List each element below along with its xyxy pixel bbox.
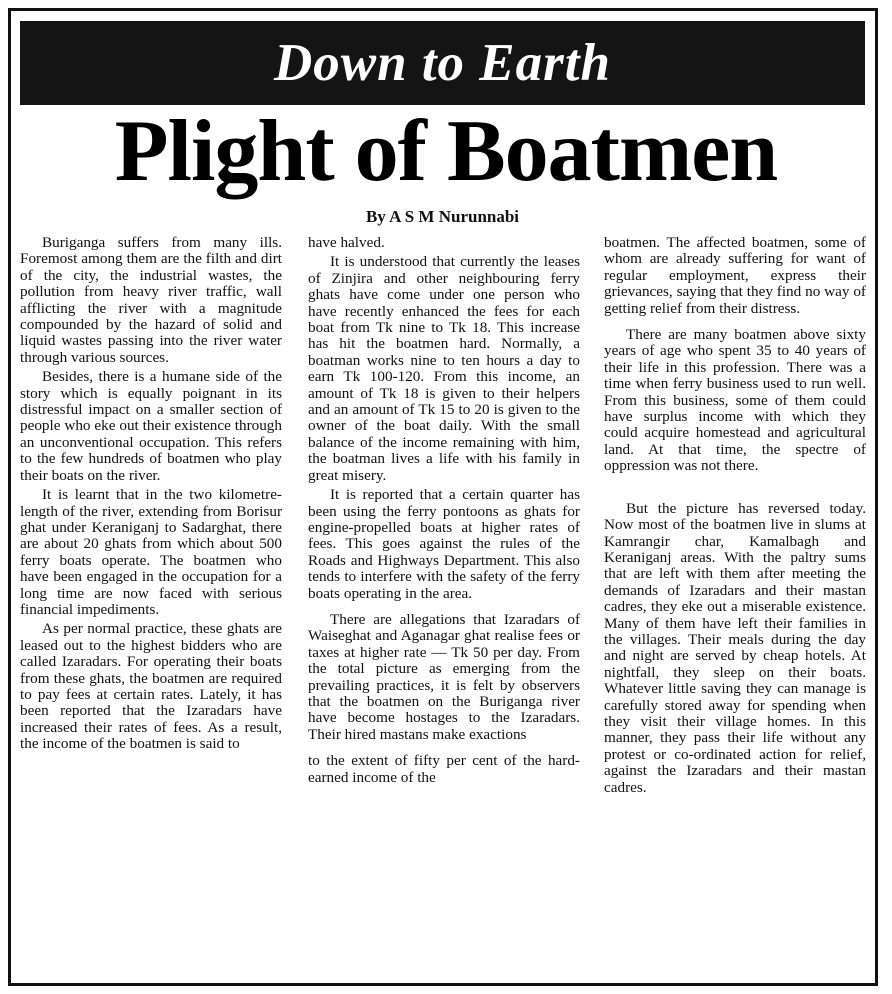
paragraph: There are allegations that Izaradars of Waiseghat and Aganagar ghat realise fees or taxes at higher rate — Tk 50 per day. From the total picture as emerging from the prevailing practices, it is felt by observers that the boatmen on the Buriganga river have become hostages to the Izaradars. Their hired mastans make exactions bbox=[308, 610, 580, 743]
paragraph: But the picture has reversed today. Now most of the boatmen live in slums at Kamrangir char, Kamalbagh and Keraniganj areas. With the paltry sums that are left with them after meeting the demands of Izaradars and their mastan cadres, they eke out a miserable existence. Many of them have left their families in the villages. Their meals during the day and night are served by cheap hotels. At nightfall, they sleep on their boats. Whatever little saving they can manage is carefully stored away for spending when they visit their village homes. In this manner, they pass their life without any protest or co-ordinated action for relief, against the Izaradars and their mastan cadres. bbox=[604, 499, 866, 796]
paragraph: Besides, there is a humane side of the story which is equally poignant in its distressful impact on a smaller section of people who eke out their existence through an unconventional occupation. This refers to the few hundreds of boatmen who play their boats on the river. bbox=[20, 368, 282, 484]
paragraph: Buriganga suffers from many ills. Foremost among them are the filth and dirt of the city, the industrial wastes, the pollution from heavy river traffic, wall afflicting the river with a magnitude compounded by the hazard of solid and liquid wastes passing into the river water through various sources. bbox=[20, 234, 282, 366]
paragraph: It is understood that currently the leases of Zinjira and other neighbouring ferry ghats have come under one person who have recently enhanced the fees for each boat from Tk nine to Tk 18. This increase has hit the boatmen hard. Normally, a boatman works nine to ten hours a day to earn Tk 100-120. From this income, an amount of Tk 18 is given to their helpers and an amount of Tk 15 to 20 is given to the owner of the boat daily. With the small balance of the income remaining with him, the boatman lives a life with his family in great misery. bbox=[308, 253, 580, 484]
article-column-3 bbox=[604, 235, 866, 799]
column-banner bbox=[20, 21, 865, 105]
paragraph: There are many boatmen above sixty years of age who spent 35 to 40 years of their life in this profession. There was a time when ferry business used to run well. From this business, some of them could have surplus income with which they could acquire homestead and agricultural land. At that time, the spectre of oppression was not there. bbox=[604, 326, 866, 475]
paragraph: As per normal practice, these ghats are leased out to the highest bidders who are called Izaradars. For operating their boats from these ghats, the boatmen are required to pay fees at certain rates. Lately, it has been reported that the Izaradars have increased their rates of fees. As a result, the income of the boatmen is said to bbox=[20, 620, 282, 753]
article-headline: Plight of Boatmen bbox=[114, 103, 778, 200]
paragraph: It is reported that a certain quarter has been using the ferry pontoons as ghats for engine-propelled boats at higher rates of fees. This goes against the rules of the Roads and Highways Department. This also tends to interfere with the safety of the ferry boats operating in the area. bbox=[308, 486, 580, 602]
paragraph: have halved. bbox=[308, 234, 385, 251]
article-byline: By A S M Nurunnabi bbox=[365, 207, 520, 226]
article-column-2 bbox=[308, 235, 580, 789]
paragraph: to the extent of fifty per cent of the hard-earned income of the bbox=[308, 752, 580, 786]
paragraph: It is learnt that in the two kilometre-length of the river, extending from Borisur ghat under Keraniganj to Sadarghat, there are about 20 ghats from which about 500 ferry boats operate. The boatmen who have been engaged in the occupation for a long time are now faced with serious financial impediments. bbox=[20, 486, 282, 618]
banner-title: Down to Earth bbox=[273, 34, 611, 92]
paragraph: boatmen. The affected boatmen, some of whom are already suffering for want of regular employment, express their grievances, saying that they find no way of getting relief from their distress. bbox=[604, 234, 866, 317]
article-column-1 bbox=[20, 235, 282, 756]
